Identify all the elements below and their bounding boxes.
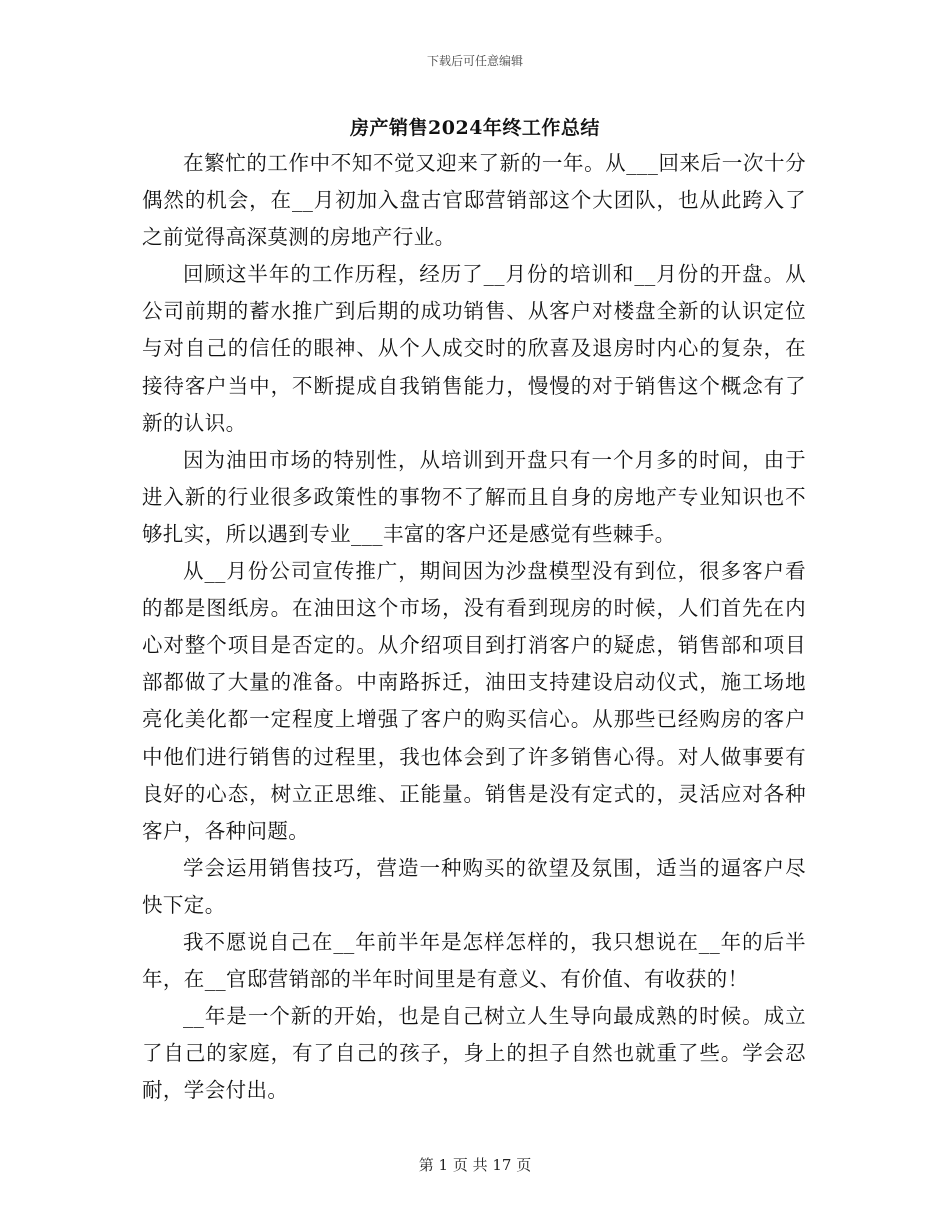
paragraph-1: 在繁忙的工作中不知不觉又迎来了新的一年。从___回来后一次十分偶然的机会，在__月初加入盘古官邸营销部这个大团队，也从此跨入了之前觉得高深莫测的房地产行业。 — [142, 151, 806, 250]
page-header-note: 下载后可任意编辑 — [426, 54, 523, 68]
paragraph-5: 学会运用销售技巧，营造一种购买的欲望及氛围，适当的逼客户尽快下定。 — [142, 855, 806, 917]
document-body — [142, 145, 806, 1109]
paragraph-4: 从__月份公司宣传推广，期间因为沙盘模型没有到位，很多客户看的都是图纸房。在油田这个市场，没有看到现房的时候，人们首先在内心对整个项目是否定的。从介绍项目到打消客户的疑虑，销售部和项目部都做了大量的准备。中南路拆迁，油田支持建设启动仪式，施工场地亮化美化都一定程度上增强了客户的购买信心。从那些已经购房的客户中他们进行销售的过程里，我也体会到了许多销售心得。对人做事要有良好的心态，树立正思维、正能量。销售是没有定式的，灵活应对各种客户，各种问题。 — [142, 559, 806, 843]
document-title: 房产销售2024年终工作总结 — [350, 117, 600, 139]
paragraph-6: 我不愿说自己在__年前半年是怎样怎样的，我只想说在__年的后半年，在__官邸营销部的半年时间里是有意义、有价值、有收获的！ — [142, 929, 806, 992]
page-number: 第 1 页 共 17 页 — [418, 1156, 532, 1174]
paragraph-2: 回顾这半年的工作历程，经历了__月份的培训和__月份的开盘。从公司前期的蓄水推广到后期的成功销售、从客户对楼盘全新的认识定位与对自己的信任的眼神、从个人成交时的欣喜及退房时内心的复杂，在接待客户当中，不断提成自我销售能力，慢慢的对于销售这个概念有了新的认识。 — [142, 262, 806, 435]
paragraph-7: __年是一个新的开始，也是自己树立人生导向最成熟的时候。成立了自己的家庭，有了自己的孩子，身上的担子自然也就重了些。学会忍耐，学会付出。 — [142, 1004, 806, 1103]
paragraph-3: 因为油田市场的特别性，从培训到开盘只有一个月多的时间，由于进入新的行业很多政策性的事物不了解而且自身的房地产专业知识也不够扎实，所以遇到专业___丰富的客户还是感觉有些棘手。 — [142, 447, 806, 546]
